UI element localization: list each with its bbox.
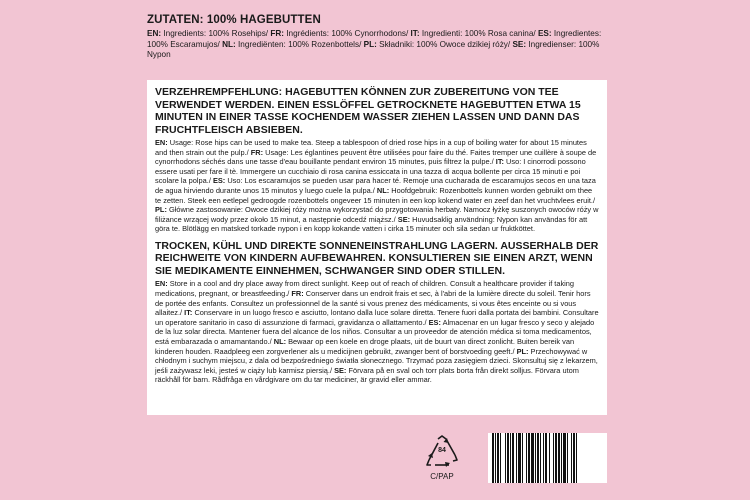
- usage-translation: Usage: Rose hips can be used to make tea. Steep a tablespoon of dried rose hips in a cup of boiling water for about 15 minutes and then strain out the pulp./: [155, 138, 587, 157]
- ingredients-text: [147, 29, 607, 61]
- storage-translation: Store in a cool and dry place away from direct sunlight. Keep out of reach of children. Consult a healthcare provider if taking medications, pregnant, or breastfeeding./: [155, 279, 575, 299]
- storage-translation: Conserver dans un endroit frais et sec, à l'abri de la lumière directe du soleil. Tenir hors de portée des enfants. Consultez un professionnel de la santé si vous prenez des médicaments, si vous êtes enceinte ou si vous allaitez./: [155, 289, 591, 318]
- lang-code: FR:: [291, 289, 304, 299]
- storage-translation: Almacenar en un lugar fresco y seco y alejado de la luz solar directa. Mantener fuera del alcance de los niños. Consultar a un proveedor de atención médica si toma medicamentos, está embarazada o amamantando./: [155, 317, 595, 346]
- usage-translation: Usage: Les églantines peuvent être utilisées pour faire du thé. Faites tremper une cuillère à soupe de cynorrhodons séchés dans une tasse d'eau bouillante pendant environ 15 minutes, puis filtrez la pulpe./: [155, 147, 597, 167]
- recycling-code: 84: [438, 447, 446, 454]
- lang-code: PL:: [155, 205, 167, 215]
- storage-translation: Przechowywać w chłodnym i suchym miejscu, z dala od bezpośredniego światła słonecznego. Trzymać poza zasięgiem dzieci. Skonsultuj się z lekarzem, jeśli zażywasz leki, jesteś w ciąży lub karmisz piersią./: [155, 346, 598, 375]
- lang-code: FR:: [250, 147, 264, 157]
- usage-translation: Huvudsaklig användning: Nypon kan användas för att göra te. Blötlägg en matsked torkade nypon i en kopp kokande vatten i cirka 15 minuter och sila sedan ur fruktköttet.: [155, 214, 588, 234]
- ingredients-translation: Ingredienser: 100% Nypon: [147, 39, 600, 59]
- ingredients-translation: Ingredienti: 100% Rosa canina/: [419, 29, 538, 38]
- barcode-gap: [577, 433, 579, 483]
- usage-translation: Uso: I cinorrodi possono essere usati per fare il tè. Immergere un cucchiaio di rosa canina essiccata in una tazza di acqua bollente per circa 15 minuti e poi scolare la polpa./: [155, 157, 586, 186]
- ingredients-translation: Ingrediënten: 100% Rozenbottels/: [235, 39, 364, 49]
- lang-code: ES:: [212, 176, 226, 186]
- lang-code: ES:: [537, 29, 552, 38]
- storage-text: [155, 279, 599, 385]
- ingredients-translation: Ingredientes: 100% Escaramujos/: [147, 29, 602, 49]
- usage-translation: Główne zastosowanie: Owoce dzikiej róży można wykorzystać do przygotowania herbaty. Namocz łyżkę suszonych owoców róży w filiżance wrzącej wody przez około 15 minut, a następnie odcedź miąższ./: [155, 205, 599, 224]
- lang-code: IT:: [495, 157, 504, 167]
- storage-heading: TROCKEN, KÜHL UND DIREKTE SONNENEINSTRAHLUNG LAGERN. AUSSERHALB DER REICHWEITE VON KINDERN AUFBEWAHREN. KONSULTIEREN SIE EINEN ARZT, WENN SIE MEDIKAMENTE EINNEHMEN, SCHWANGER SIND ODER STILLEN.: [155, 239, 599, 277]
- ingredients-section: [147, 14, 607, 61]
- ingredients-translation: Ingrédients: 100% Cynorrhodons/: [283, 29, 411, 38]
- lang-code: EN:: [147, 29, 162, 38]
- barcode-icon: [488, 433, 607, 483]
- storage-translation: Conservare in un luogo fresco e asciutto, lontano dalla luce solare diretta. Tenere fuori dalla portata dei bambini. Consultare un operatore sanitario in caso di assunzione di farmaci, gravidanza o allattamento./: [155, 308, 599, 327]
- lang-code: EN:: [155, 279, 168, 289]
- usage-heading: VERZEHREMPFEHLUNG: HAGEBUTTEN KÖNNEN ZUR ZUBEREITUNG VON TEE VERWENDET WERDEN. EINEN ESSLÖFFEL GETROCKNETE HAGEBUTTEN ETWA 15 MINUTEN IN EINER TASSE KOCHENDEM WASSER ZIEHEN LASSEN UND DANN DAS FRUCHTFLEISCH ABSIEBEN.: [155, 86, 581, 136]
- lang-code: IT:: [410, 29, 420, 38]
- lang-code: ES:: [428, 317, 441, 327]
- recycling-label: C/PAP: [430, 472, 454, 481]
- lang-code: PL:: [516, 346, 529, 356]
- lang-code: FR:: [270, 29, 284, 38]
- lang-code: NL:: [222, 39, 236, 49]
- lang-code: NL:: [273, 337, 287, 346]
- usage-text: [155, 138, 599, 234]
- ingredients-translation: Ingredients: 100% Rosehips/: [161, 29, 271, 38]
- lang-code: IT:: [184, 308, 193, 318]
- ingredients-title: ZUTATEN: 100% HAGEBUTTEN: [147, 14, 321, 26]
- instructions-panel: [147, 80, 607, 415]
- product-label: [147, 0, 607, 500]
- lang-code: NL:: [376, 185, 390, 195]
- recycling-triangle-icon: [424, 434, 460, 482]
- storage-translation: Bewaar op een koele en droge plaats, uit de buurt van direct zonlicht. Buiten bereik van kinderen houden. Raadpleeg een zorgverlener als u medicijnen gebruikt, zwanger bent of borstvoeding geeft./: [155, 337, 575, 356]
- usage-translation: Uso: Los escaramujos se pueden usar para hacer té. Remoje una cucharada de escaramujos secos en una taza de agua hirviendo durante unos 15 minutos y luego cuele la pulpa./: [155, 176, 596, 195]
- usage-translation: Hoofdgebruik: Rozenbottels kunnen worden gebruikt om thee te zetten. Steek een eetlepel gedroogde rozenbottels ongeveer 15 minuten in een kop kokend water en zeef dan het vruchtvlees eruit./: [155, 185, 596, 205]
- lang-code: SE:: [397, 214, 411, 224]
- lang-code: PL:: [363, 39, 377, 49]
- ingredients-translation: Składniki: 100% Owoce dzikiej róży/: [376, 39, 513, 49]
- lang-code: SE:: [334, 365, 347, 375]
- lang-code: SE:: [512, 39, 527, 49]
- lang-code: EN:: [155, 138, 168, 147]
- storage-translation: Förvara på en sval och torr plats borta från direkt solljus. Förvara utom räckhåll för barn. Rådfråga en vårdgivare om du tar mediciner, är gravid eller ammar.: [155, 365, 579, 385]
